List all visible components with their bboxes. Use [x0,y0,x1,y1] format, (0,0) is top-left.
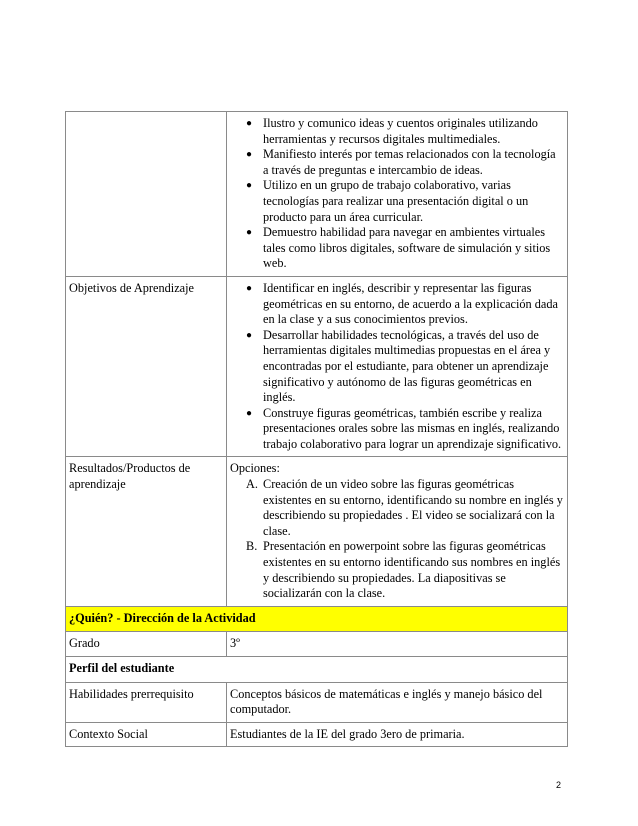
option-marker: B. [246,539,258,554]
bullet-icon: ● [246,149,253,161]
list-item: ● Manifiesto interés por temas relacionados con la tecnología a través de preguntas e intercambio de ideas. [246,147,556,177]
contexto-label: Contexto Social [66,722,227,747]
resultados-row [66,457,568,606]
quien-header: ¿Quién? - Dirección de la Actividad [66,606,568,632]
list-item: ● Identificar en inglés, describir y representar las figuras geométricas en su entorno, de acuerdo a la explicación dada en la clase y a sus conocimientos previos. [246,280,558,327]
perfil-header: Perfil del estudiante [66,657,568,683]
activity-plan-table [65,111,568,747]
opciones-list [230,477,563,602]
contexto-row [66,722,568,747]
grado-value: 3º [227,632,568,657]
resultados-label: Resultados/Productos de aprendizaje [66,457,227,606]
habilidades-value: Conceptos básicos de matemáticas e inglés y manejo básico del computador. [227,682,568,722]
page-number: 2 [556,780,562,790]
list-item: ● Construye figuras geométricas, también escribe y realiza presentaciones orales sobre las mismas en inglés, realizando trabajo colaborativo para lograr un aprendizaje significativo. [246,405,562,451]
competencias-row [66,112,568,277]
opciones-intro: Opciones: [230,461,280,476]
option-marker: A. [246,477,258,492]
bullet-icon: ● [246,118,253,129]
list-item: ● Ilustro y comunico ideas y cuentos originales utilizando herramientas y recursos digitales multimediales. [246,116,538,146]
list-item: A. Creación de un video sobre las figuras geométricas existentes en su entorno, identificando su nombre en inglés y describiendo su propiedades . El video se socializará con la clase. [246,477,563,538]
bullet-icon: ● [246,407,253,419]
list-item: ● Desarrollar habilidades tecnológicas, a través del uso de herramientas digitales multimedias propuestas en el área y encontradas por el estudiante, para obtener un aprendizaje significativo y autónomo de las figuras geométricas en inglés. [246,327,551,405]
competencias-list [230,116,563,272]
bullet-icon: ● [246,227,253,239]
contexto-value: Estudiantes de la IE del grado 3ero de primaria. [227,722,568,747]
list-item: ● Demuestro habilidad para navegar en ambientes virtuales tales como libros digitales, software de simulación y sitios web. [246,225,551,271]
bullet-icon: ● [246,180,253,192]
objetivos-list [230,281,563,453]
grado-row [66,632,568,657]
objetivos-cell [227,276,568,457]
list-item: B. Presentación en powerpoint sobre las figuras geométricas existentes en su entorno identificando sus nombres en inglés y describiendo su propiedades. La diapositivas se socializarán con la clase. [246,539,561,601]
quien-header-row [66,606,568,632]
resultados-cell [227,457,568,606]
bullet-icon: ● [246,329,253,341]
grado-label: Grado [66,632,227,657]
objetivos-row [66,276,568,457]
habilidades-row [66,682,568,722]
habilidades-label: Habilidades prerrequisito [66,682,227,722]
bullet-icon: ● [246,282,253,294]
list-item: ● Utilizo en un grupo de trabajo colaborativo, varias tecnologías para realizar una presentación digital o un producto para un área curricular. [246,178,529,224]
competencias-label [66,112,227,277]
competencias-cell [227,112,568,277]
objetivos-label: Objetivos de Aprendizaje [66,276,227,457]
perfil-header-row [66,657,568,683]
